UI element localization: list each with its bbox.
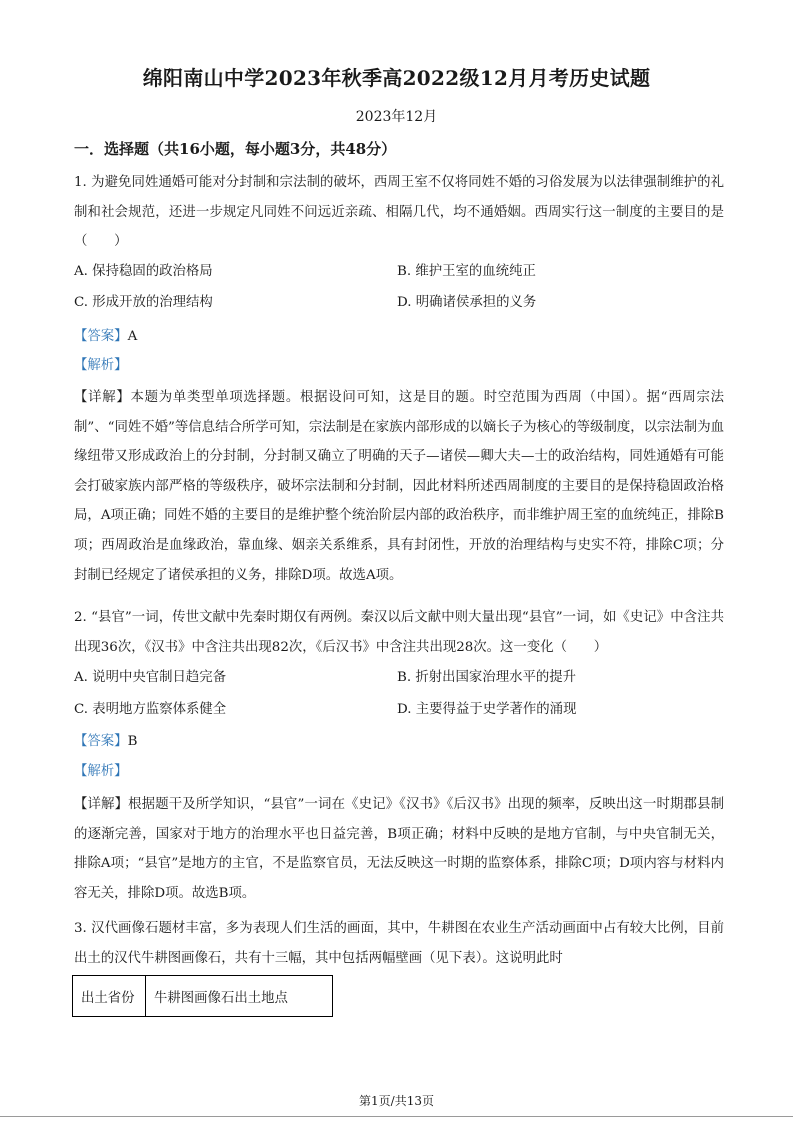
page-footer: 第1页/共13页 xyxy=(359,1094,434,1108)
table-header-site: 牛耕图画像石出土地点 xyxy=(146,976,333,1017)
table-header-province: 出土省份 xyxy=(73,976,146,1017)
detail-text: 根据题干及所学知识，“县官”一词在《史记》《汉书》《后汉书》出现的频率，反映出这一时期郡县制的逐渐完善，国家对于地方的治理水平也日益完善，B项正确；材料中反映的是地方官制，与中央官制无关，排除A项；“县官”是地方的主官，不是监察官员，无法反映这一时期的监察体系，排除C项；D项内容与材料内容无关，排除D项。故选B项。 xyxy=(74,797,725,901)
q1-detail xyxy=(74,383,724,590)
footer-divider xyxy=(0,1116,793,1117)
q2-detail xyxy=(74,790,724,908)
q3-table xyxy=(72,975,333,1017)
q2-option-d: D. 主要得益于史学著作的涌现 xyxy=(397,702,577,717)
question-1-stem: 1. 为避免同姓通婚可能对分封制和宗法制的破坏，西周王室不仅将同姓不婚的习俗发展为以法律强制维护的礼制和社会规范，还进一步规定凡同姓不问远近亲疏、相隔几代，均不通婚姻。西周实行这一制度的主要目的是（ ） xyxy=(74,175,724,250)
answer-tag: 【答案】 xyxy=(74,734,128,749)
exam-date: 2023年12月 xyxy=(355,109,438,125)
answer-value: B xyxy=(127,734,138,749)
q2-analysis-tag: 【解析】 xyxy=(74,764,128,779)
answer-value: A xyxy=(127,329,138,344)
q1-option-d: D. 明确诸侯承担的义务 xyxy=(397,295,537,310)
q1-option-c: C. 形成开放的治理结构 xyxy=(74,295,213,310)
page-title: 绵阳南山中学2023年秋季高2022级12月月考历史试题 xyxy=(142,66,651,90)
detail-tag: 【详解】 xyxy=(74,797,129,812)
q2-option-a: A. 说明中央官制日趋完备 xyxy=(74,670,227,685)
q1-option-a: A. 保持稳固的政治格局 xyxy=(74,264,213,279)
detail-tag: 【详解】 xyxy=(74,390,131,405)
question-2-stem: 2. “县官”一词，传世文献中先秦时期仅有两例。秦汉以后文献中则大量出现“县官”一词，如《史记》中含注共出现36次，《汉书》中含注共出现82次，《后汉书》中含注共出现28次。这一变化（ ） xyxy=(74,610,724,655)
answer-tag: 【答案】 xyxy=(74,329,128,344)
question-3-stem: 3. 汉代画像石题材丰富，多为表现人们生活的画面，其中，牛耕图在农业生产活动画面中占有较大比例，目前出土的汉代牛耕图画像石，共有十三幅，其中包括两幅壁画（见下表）。这说明此时 xyxy=(74,921,724,966)
q2-option-b: B. 折射出国家治理水平的提升 xyxy=(397,670,577,685)
q1-analysis-tag: 【解析】 xyxy=(74,358,128,373)
q2-answer xyxy=(74,732,137,752)
table-row xyxy=(73,976,333,1017)
detail-text: 本题为单类型单项选择题。根据设问可知，这是目的题。时空范围为西周（中国）。据“西周宗法制”、“同姓不婚”等信息结合所学可知，宗法制是在家族内部形成的以嫡长子为核心的等级制度，以宗法制为血缘纽带又形成政治上的分封制，分封制又确立了明确的天子—诸侯—卿大夫—士的政治结构，同姓通婚有可能会打破家族内部严格的等级秩序，破坏宗法制和分封制，因此材料所述西周制度的主要目的是保持稳固政治格局，A项正确；同姓不婚的主要目的是维护整个统治阶层内部的政治秩序，而非维护周王室的血统纯正，排除B项；西周政治是血缘政治，靠血缘、姻亲关系维系，具有封闭性，开放的治理结构与史实不符，排除C项；分封制已经规定了诸侯承担的义务，排除D项。故选A项。 xyxy=(74,390,724,583)
q1-option-b: B. 维护王室的血统纯正 xyxy=(397,264,536,279)
q2-option-c: C. 表明地方监察体系健全 xyxy=(74,702,227,717)
section-heading: 一．选择题（共16小题，每小题3分，共48分） xyxy=(74,140,397,158)
q1-answer xyxy=(74,327,137,347)
